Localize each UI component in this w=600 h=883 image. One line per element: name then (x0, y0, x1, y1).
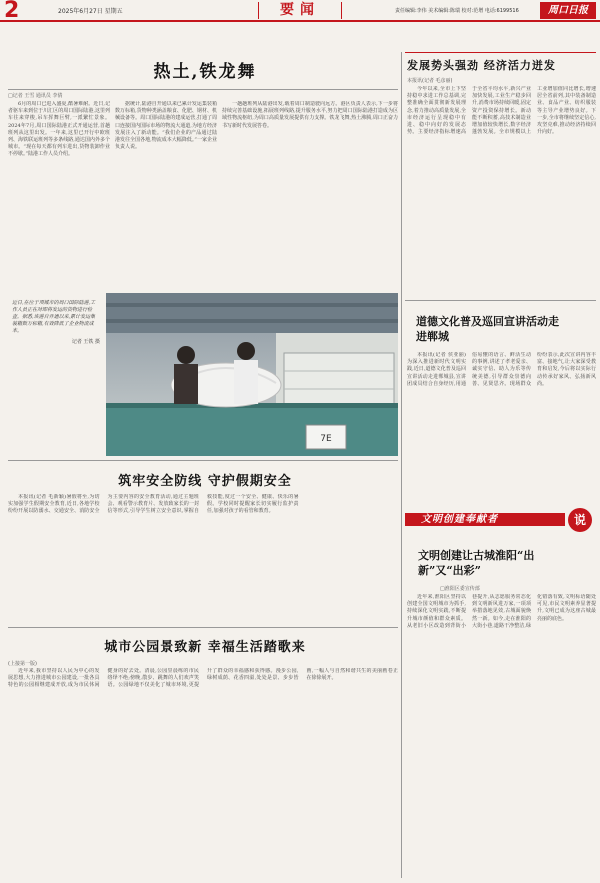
photo-credit: 记者 王铁 摄 (71, 339, 100, 345)
editor-credits: 责任编辑:李伟 美术编辑:陈瑞 校对:范增 电话:6199516 (395, 8, 519, 14)
park-headline: 城市公园景致新 幸福生活踏歌来 (104, 640, 306, 655)
park-text: 近年来,我市坚持以人民为中心的发展思想,大力推进城市公园建设,一批各具特色的公园相继建成开放,成为市民休闲健身的好去处。清晨,公园里晨练的市民络绎不绝;傍晚,散步、跳舞的人们欢声笑语。公园绿地不仅美化了城市环境,更提升了群众的幸福感和获得感。漫步公园,绿树成荫、花香四溢,处处是景、步步皆画,一幅人与自然和谐共生的美丽画卷正在徐徐展开。 (8, 668, 398, 689)
civil-byline: □淮阳区委宣传部 (440, 586, 480, 592)
issue-date: 2025年6月27日 星期五 (58, 8, 123, 15)
park-byline: (上接第一版) (8, 661, 37, 667)
civil-text: 近年来,淮阳区坚持以创建全国文明城市为抓手,持续深化文明实践,不断提升城市颜值和群众素质。从老旧小区改造到背街小巷提升,从志愿服务常态化到文明新风进万家,一项项举措落地见效,古城面貌焕然一新。如今,走在淮阳的大街小巷,道路干净整洁,绿化错落有致,文明标语随处可见,市民文明素养显著提升,文明已成为这座古城最亮丽的底色。 (407, 594, 596, 629)
civilization-banner (405, 507, 596, 531)
right-story-text: 今年以来,全市上下坚持稳中求进工作总基调,完整准确全面贯彻新发展理念,着力推动高质量发展,全市经济运行呈现稳中有进、稳中向好的发展态势。主要经济指标增速高于全省平均水平,新兴产业加快发展,工业生产稳步回升,消费市场持续回暖,固定资产投资保持增长。新动能不断积蓄,高技术制造业增加值较快增长,数字经济蓬勃发展。全市规模以上工业增加值同比增长,增速居全省前列,其中装备制造业、食品产业、纺织服装等主导产业增势良好。下一步,全市将继续坚定信心,攻坚克难,推动经济持续回升向好。 (407, 86, 596, 136)
culture-text: 本报讯(记者 侯亚丽)为深入推进新时代文明实践,近日,道德文化普及巡回宣讲活动走进郸城县,宣讲团成员结合自身经历,用通俗易懂的语言、鲜活生动的事例,讲述了孝老爱亲、诚实守信、助人为乐等传统美德,引导群众崇德向善、见贤思齐。现场群众纷纷表示,此次宣讲内容丰富、接地气,让大家深受教育和启发,今后将以实际行动传承好家风、弘扬新风尚。 (407, 352, 596, 387)
civil-headline: 文明创建让古城淮阳“出新”又“出彩” (418, 549, 535, 577)
page-header (0, 0, 600, 22)
lead-col-1: 6月的周口已进入盛夏,酷暑难耐。近日,记者驱车来到位于川汇区的周口国际陆港,这里列车往来穿梭,吊车挥舞巨臂,一派繁忙景象。2024年7月,周口国际陆港正式开通运营,首趟班列从这里出发。一年来,这里已开行中欧班列、海铁联运班列等多条线路,通达国内外多个城市。“现在每天都有列车进出,货物装卸作业不停歇。”陆港工作人员介绍。 (8, 101, 110, 158)
photo-caption: 近日,在位于项城市的周口国际陆港,工作人员正在对即将发运的货物进行检查。据悉,该港自开通以来,累计发运集装箱数万标箱,有效降低了企业物流成本。 记者 王铁 摄 (12, 300, 100, 345)
lead-headline: 热土,铁龙舞 (153, 62, 257, 82)
newspaper-logo: 周口日报 (540, 2, 596, 19)
culture-headline: 道德文化普及巡回宣讲活动走进郸城 (416, 315, 559, 343)
lead-byline: □记者 王雪 通讯员 李倩 (8, 93, 63, 99)
safety-headline: 筑牢安全防线 守护假期安全 (118, 474, 292, 489)
park-divider (8, 627, 398, 628)
factory-photo (106, 293, 398, 456)
lead-col-3: 一趟趟班列从陆港出发,载着周口制造驶向远方。港区负责人表示,下一步将持续完善基础设施,拓展班列线路,提升服务水平,努力把周口国际陆港打造成为区域性物流枢纽,为周口高质量发展提供有力支撑。铁龙飞舞,热土沸腾,周口正奋力书写新时代发展答卷。 (222, 101, 398, 129)
right-headline: 发展势头强劲 经济活力迸发 (407, 59, 556, 72)
right-top-rule (405, 52, 596, 53)
lead-col-2: 据统计,陆港自开通以来已累计发运集装箱数万标箱,货物种类涵盖粮食、化肥、钢材、机械设备等。周口国际陆港的建成运营,打通了周口连接国内国际市场的物流大通道,为地方经济发展注入了新动能。“我们企业的产品通过陆港发往全国各地,物流成本大幅降低。”一家企业负责人说。 (115, 101, 217, 151)
safety-divider (8, 460, 398, 461)
right-byline: 本报讯(记者 毛彦丽) (407, 78, 453, 84)
banner-badge: 说 (568, 508, 592, 532)
banner-label: 文明创建奉献者 (421, 514, 498, 525)
lead-divider (8, 89, 398, 90)
culture-divider (405, 300, 596, 301)
svg-text:7E: 7E (320, 434, 332, 444)
page-number: 2 (4, 0, 20, 23)
column-divider (401, 52, 402, 878)
section-title: 要闻 (258, 2, 342, 19)
safety-text: 本报讯(记者 毛新颖)暑假将至,为切实加强学生假期安全教育,近日,各地学校纷纷开展以防溺水、交通安全、消防安全为主要内容的安全教育活动,通过主题班会、观看警示教育片、发放致家长的一封信等形式,引导学生树立安全意识,掌握自救技能,度过一个安全、健康、快乐的暑假。学校同时提醒家长切实履行监护责任,加强对孩子的看管和教育。 (8, 494, 299, 515)
